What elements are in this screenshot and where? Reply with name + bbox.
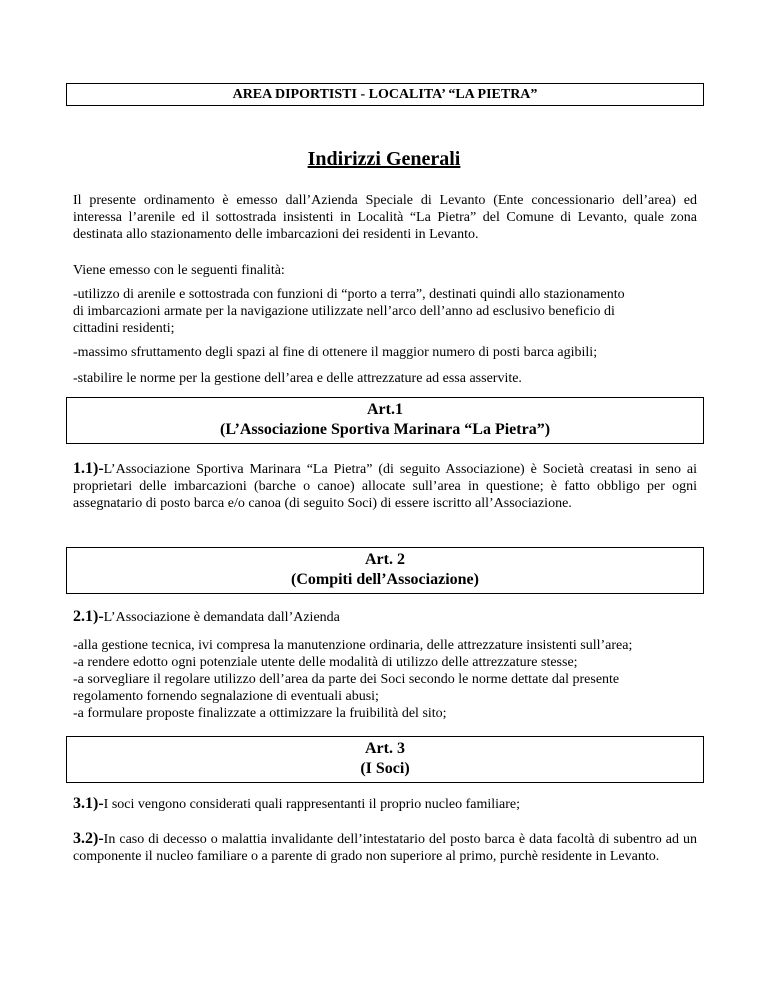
article-1-title: Art.1	[367, 401, 403, 418]
aim-1-line-3: cittadini residenti;	[73, 321, 175, 336]
paragraph-number: 2.1)-	[73, 608, 104, 625]
duty-line-5: -a formulare proposte finalizzate a ottimizzare la fruibilità del sito;	[73, 706, 447, 721]
aim-1-line-2: di imbarcazioni armate per la navigazione utilizzate nell’arco dell’anno ad esclusivo beneficio di	[73, 304, 615, 319]
paragraph-text: L’Associazione Sportiva Marinara “La Pietra” (di seguito Associazione) è Società creatasi in seno ai proprietari delle imbarcazioni (barche o canoe) allocate sull’area in questione; è fatto obbligo per ogni assegnatario di posto barca e/o canoa (di seguito Soci) di essere iscritto all’Associazione.	[73, 462, 697, 511]
duty-line-4: regolamento fornendo segnalazione di eventuali abusi;	[73, 689, 379, 704]
paragraph-text: In caso di decesso o malattia invalidante dell’intestatario del posto barca è data facoltà di subentro ad un componente il nucleo familiare o a parente di grado non superiore al primo, purchè residente in Levanto.	[73, 832, 697, 864]
article-3-subtitle: (I Soci)	[360, 760, 410, 777]
duty-line-3: -a sorvegliare il regolare utilizzo dell’area da parte dei Soci secondo le norme dettate dal presente	[73, 672, 620, 687]
aim-1-line-1: -utilizzo di arenile e sottostrada con funzioni di “porto a terra”, destinati quindi allo stazionamento	[73, 287, 625, 302]
intro-purpose-line: Viene emesso con le seguenti finalità:	[73, 263, 285, 278]
intro-paragraph: Il presente ordinamento è emesso dall’Azienda Speciale di Levanto (Ente concessionario dell’area) ed interessa l’arenile ed il sottostrada insistenti in Località “La Pietra” del Comune di Levanto, quale zona destinata allo stazionamento delle imbarcazioni dei residenti in Levanto.	[73, 193, 697, 242]
paragraph-number: 3.1)-	[73, 795, 104, 812]
paragraph-text: I soci vengono considerati quali rappresentanti il proprio nucleo familiare;	[103, 797, 521, 812]
duty-line-1: -alla gestione tecnica, ivi compresa la manutenzione ordinaria, delle attrezzature insistenti sull’area;	[73, 638, 633, 653]
document-title-box	[66, 83, 704, 106]
article-2-paragraph-1	[73, 608, 697, 626]
document-title: AREA DIPORTISTI - LOCALITA’ “LA PIETRA”	[232, 87, 538, 102]
article-2-title: Art. 2	[365, 551, 405, 568]
article-3-header	[66, 736, 704, 783]
paragraph-text: L’Associazione è demandata dall’Azienda	[103, 610, 340, 625]
aim-3: -stabilire le norme per la gestione dell’area e delle attrezzature ad essa asservite.	[73, 371, 522, 386]
paragraph-number: 1.1)-	[73, 460, 104, 477]
article-1-subtitle: (L’Associazione Sportiva Marinara “La Pietra”)	[219, 421, 551, 438]
aim-2: -massimo sfruttamento degli spazi al fine di ottenere il maggior numero di posti barca agibili;	[73, 345, 598, 360]
article-1-paragraph-1	[73, 460, 697, 512]
article-3-paragraph-2	[73, 830, 697, 865]
section-heading: Indirizzi Generali	[307, 148, 461, 170]
paragraph-number: 3.2)-	[73, 830, 104, 847]
article-3-title: Art. 3	[365, 740, 405, 757]
duty-line-2: -a rendere edotto ogni potenziale utente delle modalità di utilizzo delle attrezzature stesse;	[73, 655, 578, 670]
article-2-header	[66, 547, 704, 594]
article-2-subtitle: (Compiti dell’Associazione)	[291, 571, 479, 588]
article-1-header	[66, 397, 704, 444]
article-3-paragraph-1	[73, 795, 697, 813]
